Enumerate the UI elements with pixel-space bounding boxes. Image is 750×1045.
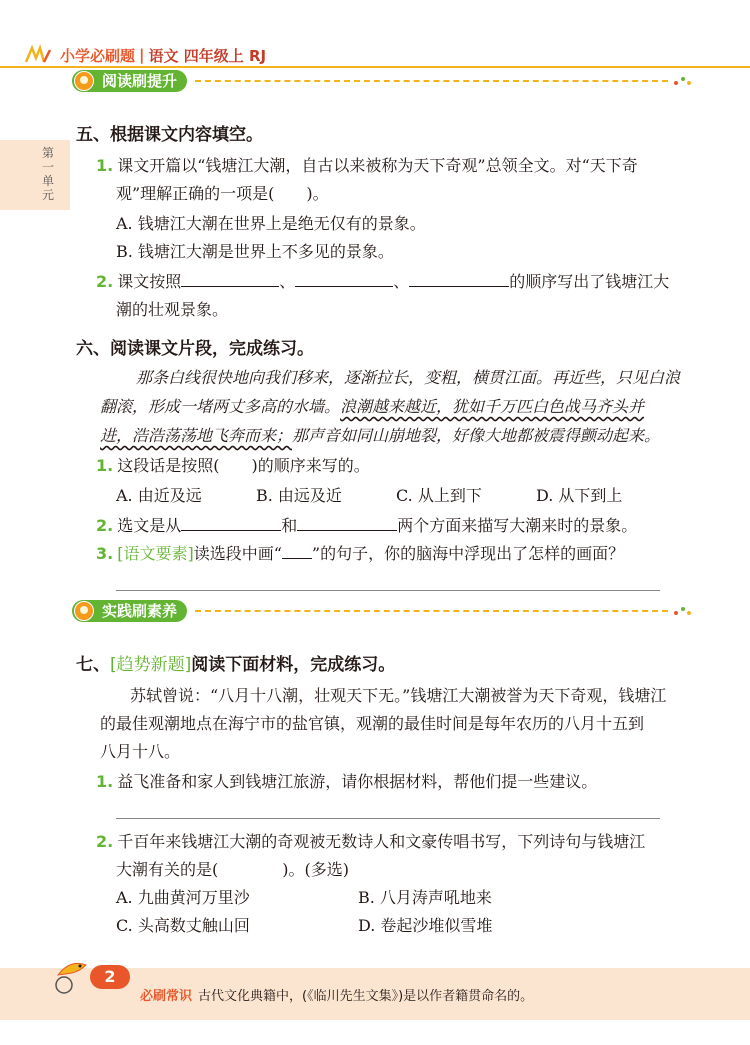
question-5-2-cont: 潮的壮观景象。 <box>116 300 229 319</box>
question-5-1-cont: 观”理解正确的一项是( )。 <box>116 184 329 203</box>
ball-icon <box>74 71 94 91</box>
footer-tip <box>140 985 533 1004</box>
section-6-title: 六、阅读课文片段，完成练习。 <box>76 339 314 359</box>
question-text: 课文开篇以“钱塘江大潮，自古以来被称为天下奇观”总领全文。对“天下奇 <box>117 156 638 175</box>
option-d[interactable]: D. 卷起沙堆似雪堆 <box>358 916 493 935</box>
separator: 、 <box>393 272 410 291</box>
answer-blank[interactable] <box>295 270 393 287</box>
option-d[interactable]: D. 从下到上 <box>536 486 623 505</box>
question-number: 3. <box>96 544 114 563</box>
section-banner-practice <box>72 600 692 622</box>
underline-mark <box>282 542 312 559</box>
section-7-title <box>76 650 395 675</box>
unit-label: 第一单元 <box>42 146 55 202</box>
ball-icon <box>74 601 94 621</box>
question-text: 和 <box>281 516 298 535</box>
passage-line <box>100 422 660 450</box>
trend-tag: [趋势新题] <box>110 655 192 675</box>
answer-blank[interactable] <box>181 270 279 287</box>
question-7-2 <box>96 828 696 856</box>
question-text: 千百年来钱塘江大潮的奇观被无数诗人和文豪传唱书写，下列诗句与钱塘江 <box>117 832 646 851</box>
option-a[interactable]: A. 由近及远 <box>116 486 202 505</box>
tip-label: 必刷常识 <box>140 989 193 1004</box>
banner-pill <box>72 70 187 92</box>
question-7-1 <box>96 768 597 796</box>
question-number: 1. <box>96 772 114 791</box>
header-divider: | <box>139 46 145 64</box>
unit-side-tab <box>0 140 70 210</box>
banner-label: 阅读刷提升 <box>102 72 178 90</box>
question-6-3 <box>96 540 624 568</box>
question-number: 1. <box>96 456 114 475</box>
section-5-title: 五、根据课文内容填空。 <box>76 125 263 145</box>
question-text: 两个方面来描写大潮来时的景象。 <box>397 516 638 535</box>
question-text: 选文是从 <box>117 516 182 535</box>
question-5-2 <box>96 268 696 296</box>
passage-underlined: 进，浩浩荡荡地飞奔而来； <box>100 426 293 445</box>
passage-line <box>100 393 644 421</box>
option-c[interactable]: C. 从上到下 <box>396 486 482 505</box>
question-text: 这段话是按照( )的顺序来写的。 <box>117 456 370 475</box>
option-a[interactable]: A. 钱塘江大潮在世界上是绝无仅有的景象。 <box>116 214 426 233</box>
question-text: ”的句子，你的脑海中浮现出了怎样的画面？ <box>311 544 625 563</box>
question-number: 2. <box>96 516 114 535</box>
passage-text: 那声音如同山崩地裂，好像大地都被震得颤动起来。 <box>292 426 661 445</box>
question-6-2 <box>96 512 637 540</box>
question-5-1 <box>96 152 696 180</box>
passage-underlined: 浪潮越来越近，犹如千万匹白色战马齐头并 <box>340 397 645 416</box>
banner-label: 实践刷素养 <box>102 602 178 620</box>
brand-logo <box>24 44 56 66</box>
banner-pill <box>72 600 187 622</box>
answer-line[interactable] <box>116 590 660 591</box>
page-header <box>60 44 266 66</box>
question-6-1 <box>96 452 370 480</box>
option-b[interactable]: B. 钱塘江大潮是世界上不多见的景象。 <box>116 242 394 261</box>
subject-label: 语文 四年级上 RJ <box>148 46 267 65</box>
sparkle-icon <box>672 605 692 617</box>
tip-text: 古代文化典籍中，(《临川先生文集》)是以作者籍贯命名的。 <box>198 989 534 1004</box>
passage-line: 那条白线很快地向我们移来，逐渐拉长，变粗，横贯江面。再近些，只见白浪 <box>136 368 681 387</box>
material-line: 八月十八。 <box>100 742 181 761</box>
option-c[interactable]: C. 头高数丈触山回 <box>116 916 250 935</box>
answer-blank[interactable] <box>297 514 397 531</box>
option-a[interactable]: A. 九曲黄河万里沙 <box>116 888 250 907</box>
section-number: 七、 <box>76 655 110 675</box>
banner-dashline <box>195 610 668 612</box>
page-number: 2 <box>90 965 130 989</box>
question-number: 1. <box>96 156 114 175</box>
dragon-mascot-icon <box>50 955 94 995</box>
separator: 、 <box>279 272 296 291</box>
section-instruction: 阅读下面材料，完成练习。 <box>191 655 396 675</box>
answer-blank[interactable] <box>409 270 509 287</box>
header-rule <box>0 66 750 68</box>
option-b[interactable]: B. 由远及近 <box>256 486 342 505</box>
question-text: 读选段中画“ <box>193 544 282 563</box>
answer-blank[interactable] <box>181 514 281 531</box>
material-line: 的最佳观潮地点在海宁市的盐官镇，观潮的最佳时间是每年农历的八月十五到 <box>100 714 645 733</box>
answer-line[interactable] <box>116 818 660 819</box>
book-title: 小学必刷题 <box>60 46 136 65</box>
question-text: 课文按照 <box>117 272 182 291</box>
skill-tag: [语文要素] <box>117 544 194 563</box>
option-b[interactable]: B. 八月涛声吼地来 <box>358 888 492 907</box>
question-number: 2. <box>96 832 114 851</box>
material-line: 苏轼曾说：“八月十八潮，壮观天下无。”钱塘江大潮被誉为天下奇观，钱塘江 <box>130 686 667 705</box>
question-text: 益飞准备和家人到钱塘江旅游，请你根据材料，帮他们提一些建议。 <box>117 772 598 791</box>
banner-dashline <box>195 80 668 82</box>
section-banner-reading <box>72 70 692 92</box>
passage-text: 翻滚，形成一堵两丈多高的水墙。 <box>100 397 341 416</box>
question-number: 2. <box>96 272 114 291</box>
question-7-2-cont: 大潮有关的是( )。(多选) <box>116 860 349 879</box>
question-text: 的顺序写出了钱塘江大 <box>509 272 670 291</box>
sparkle-icon <box>672 75 692 87</box>
